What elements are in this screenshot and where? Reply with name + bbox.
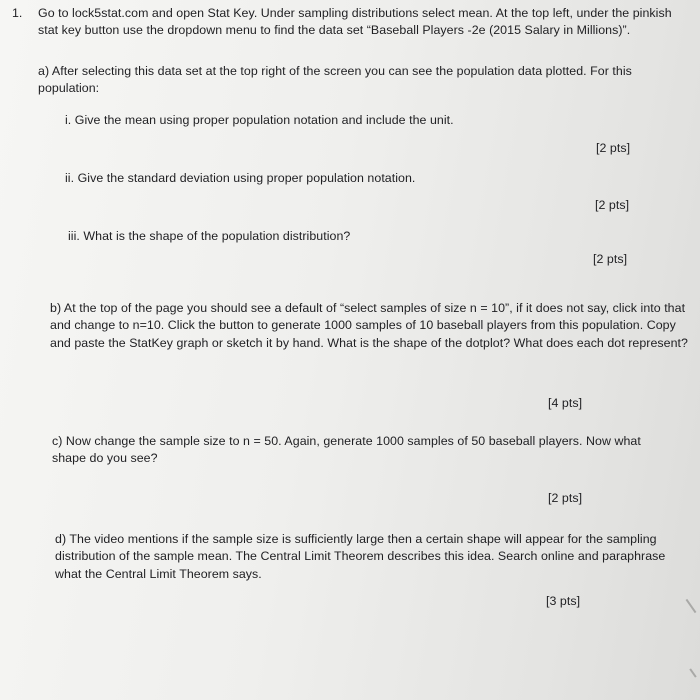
part-d-points: [3 pts] <box>546 594 581 608</box>
part-a-text: a) After selecting this data set at the top right of the screen you can see the population data plotted. For this population: <box>38 64 632 96</box>
part-a-item-ii: ii. Give the standard deviation using proper population notation. <box>65 171 416 185</box>
page-edge-mark <box>686 599 697 613</box>
part-b-points: [4 pts] <box>548 396 583 410</box>
question-intro: Go to lock5stat.com and open Stat Key. Under sampling distributions select mean. At the top left, under the pinkish stat key button use the dropdown menu to find the data set “Baseball Players -2e (2015 Salary in Millions)”. <box>38 6 672 38</box>
page-edge-mark <box>689 668 696 677</box>
part-a-item-ii-points: [2 pts] <box>595 198 630 212</box>
part-a-item-i-points: [2 pts] <box>596 141 631 155</box>
part-a-item-iii: iii. What is the shape of the population distribution? <box>68 229 351 243</box>
question-number: 1. <box>12 6 23 20</box>
part-b-text: b) At the top of the page you should see a default of “select samples of size n = 10”, if it does not say, click into that and change to n=10. Click the button to generate 1000 samples of 10 baseball players from this population. Copy and paste the StatKey graph or sketch it by hand. What is the shape of the dotplot? What does each dot represent? <box>50 301 688 350</box>
part-d-text: d) The video mentions if the sample size is sufficiently large then a certain shape will appear for the sampling distribution of the sample mean. The Central Limit Theorem describes this idea. Search online and paraphrase what the Central Limit Theorem says. <box>55 532 666 581</box>
part-a-item-i: i. Give the mean using proper population notation and include the unit. <box>65 113 454 127</box>
part-c-text: c) Now change the sample size to n = 50. Again, generate 1000 samples of 50 baseball players. Now what shape do you see? <box>52 434 641 466</box>
part-a-item-iii-points: [2 pts] <box>593 252 628 266</box>
part-c-points: [2 pts] <box>548 491 583 505</box>
